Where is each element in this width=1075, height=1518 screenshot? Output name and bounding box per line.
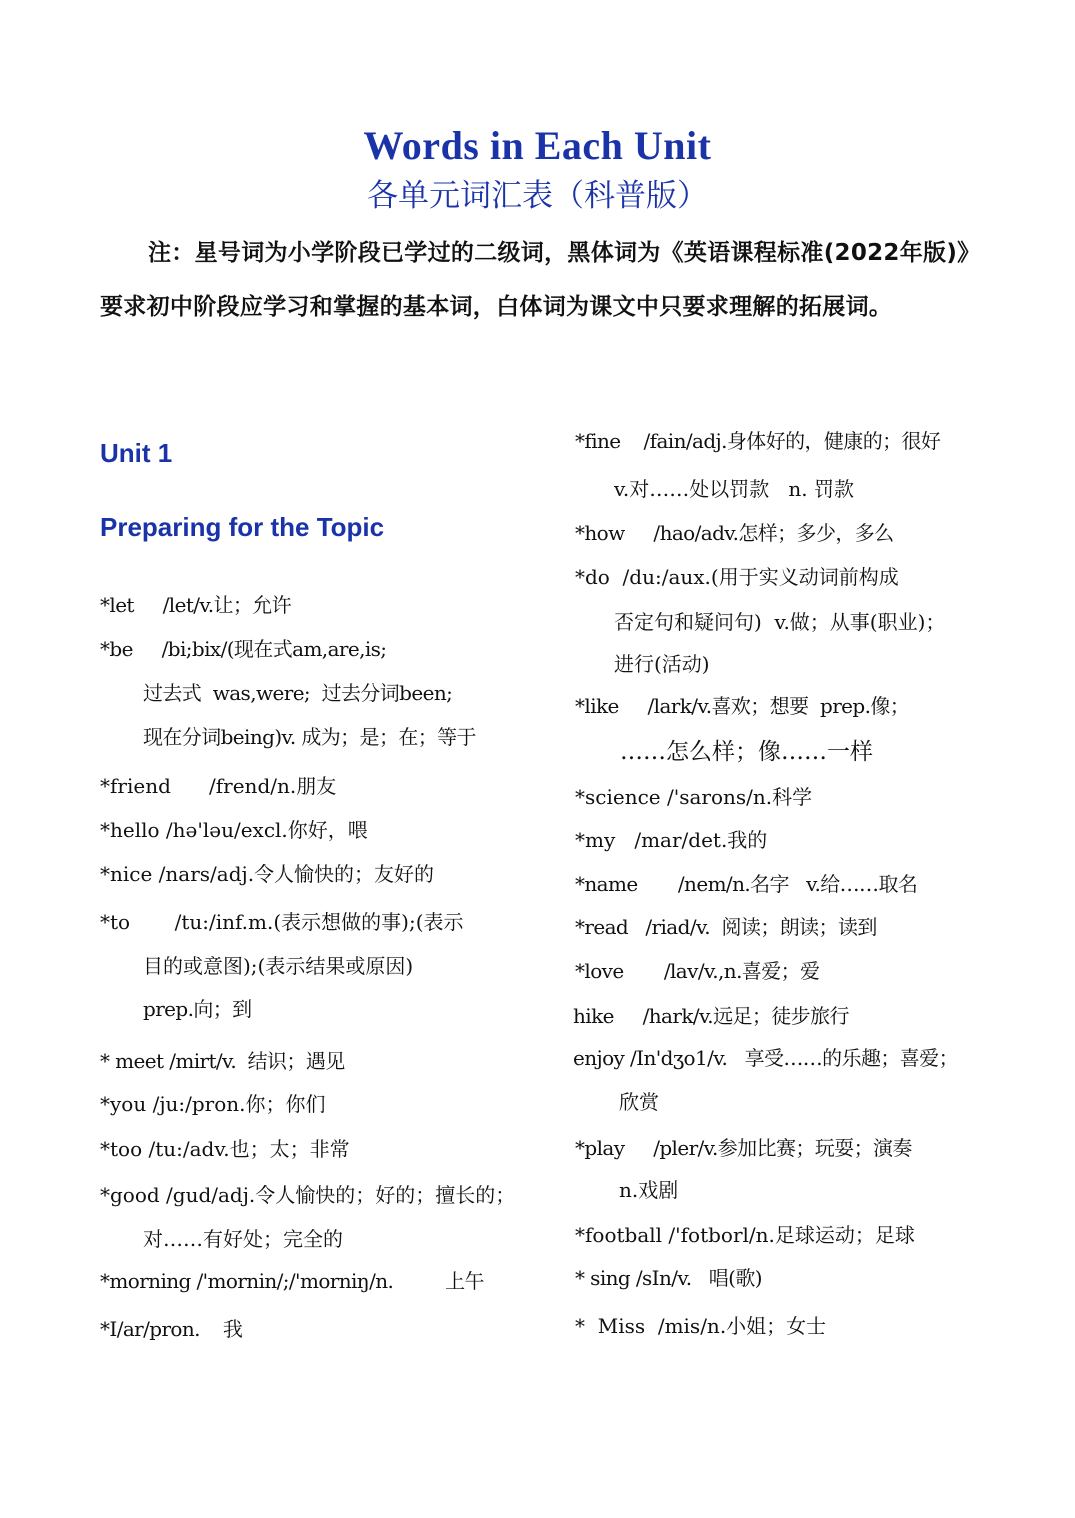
title-english: Words in Each Unit (363, 123, 712, 168)
word-entry-my: *my /mar/det.我的 (575, 828, 768, 852)
word-entry-hike: hike /hark/v.远足；徒步旅行 (573, 1004, 849, 1028)
word-entry-hello: *hello /hə'ləu/excl.你好，喂 (100, 818, 368, 842)
word-entry-read: *read /riad/v. 阅读；朗读；读到 (575, 915, 877, 939)
word-entry-let: *let /let/v.让；允许 (100, 593, 292, 617)
unit-heading: Unit 1 (100, 438, 173, 468)
word-entry-you: *you /ju:/pron.你；你们 (100, 1092, 326, 1116)
word-entry-friend: *friend /frend/n.朋友 (100, 774, 337, 798)
note-paragraph: 注：星号词为小学阶段已学过的二级词，黑体词为《英语课程标准(2022年版)》要求初中阶段应学习和掌握的基本词，白体词为课文中只要求理解的拓展词。 (100, 240, 981, 320)
word-entry-good: *good /gud/adj.令人愉快的；好的；擅长的； (100, 1183, 516, 1207)
word-entry-do-continued: 否定句和疑问句) v.做；从事(职业)； (614, 610, 946, 634)
word-entry-enjoy: enjoy /In'dʒo1/v. 享受……的乐趣；喜爱； (573, 1046, 958, 1070)
word-entry-meet: * meet /mirt/v. 结识；遇见 (100, 1049, 345, 1073)
word-entry-to-continued: prep.向；到 (143, 997, 252, 1021)
word-entry-to: *to /tu:/inf.m.(表示想做的事);(表示 (100, 910, 464, 934)
word-entry-play-continued: n.戏剧 (619, 1178, 679, 1202)
word-entry-football: *football /'fotborl/n.足球运动；足球 (575, 1223, 915, 1247)
word-entry-to-continued: 目的或意图);(表示结果或原因) (143, 954, 414, 978)
word-entry-good-continued: 对……有好处；完全的 (143, 1227, 343, 1251)
word-entry-play: *play /pler/v.参加比赛；玩耍；演奏 (575, 1136, 912, 1160)
word-entry-i: *I/ar/pron. 我 (100, 1317, 243, 1341)
word-entry-fine-continued: v.对……处以罚款 n. 罚款 (614, 477, 854, 501)
section-heading: Preparing for the Topic (100, 512, 385, 542)
title-chinese: 各单元词汇表（科普版） (367, 178, 708, 214)
word-entry-science: *science /'sarons/n.科学 (575, 785, 813, 809)
word-entry-nice: *nice /nars/adj.令人愉快的；友好的 (100, 862, 435, 886)
word-entry-like-continued: ……怎么样；像……一样 (620, 739, 873, 765)
word-entry-sing: * sing /sIn/v. 唱(歌) (575, 1266, 762, 1290)
word-entry-name: *name /nem/n.名字 v.给……取名 (575, 872, 918, 896)
word-entry-be-continued: 现在分词being)v. 成为；是；在；等于 (143, 725, 476, 749)
word-entry-fine: *fine /fain/adj.身体好的，健康的；很好 (575, 429, 941, 453)
word-entry-be-continued: 过去式 was,were; 过去分词been; (143, 681, 453, 705)
word-entry-do: *do /du:/aux.(用于实义动词前构成 (575, 565, 899, 589)
word-entry-morning: *morning /'mornin/;/'morniŋ/n. 上午 (100, 1269, 484, 1293)
word-entry-how: *how /hao/adv.怎样；多少，多么 (575, 521, 894, 545)
word-entry-miss: * Miss /mis/n.小姐；女士 (575, 1314, 827, 1338)
word-entry-be: *be /bi;bix/(现在式am,are,is; (100, 637, 387, 661)
word-entry-enjoy-continued: 欣赏 (619, 1090, 659, 1114)
word-entry-do-continued: 进行(活动) (614, 652, 710, 676)
word-entry-too: *too /tu:/adv.也；太；非常 (100, 1137, 350, 1161)
word-entry-love: *love /lav/v.,n.喜爱；爱 (575, 959, 820, 983)
word-entry-like: *like /lark/v.喜欢；想要 prep.像； (575, 694, 910, 718)
